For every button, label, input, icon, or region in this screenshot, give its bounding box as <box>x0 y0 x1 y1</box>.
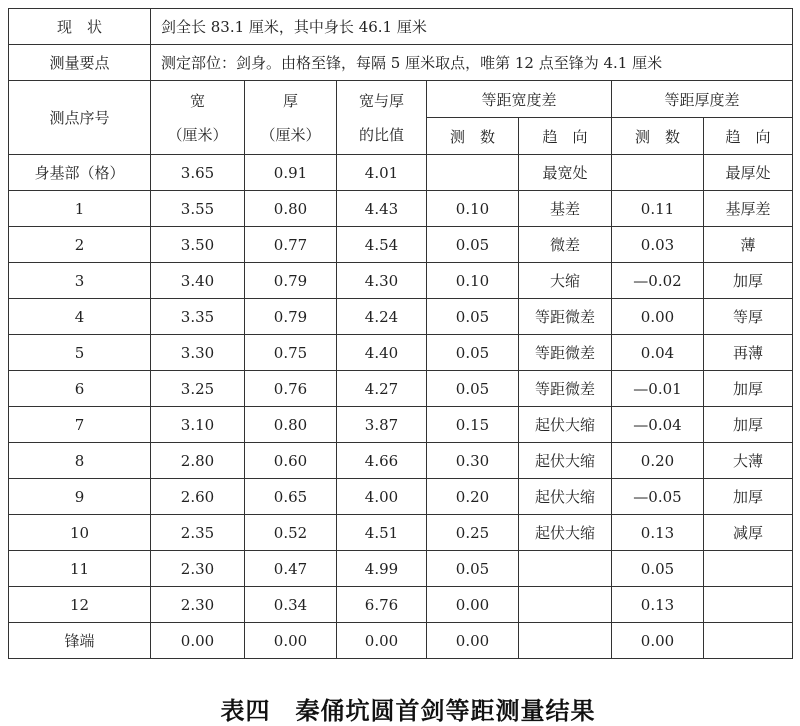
cell-point: 11 <box>9 551 151 587</box>
method-value: 测定部位：剑身。由格至锋，每隔 5 厘米取点，唯第 12 点至锋为 4.1 厘米 <box>151 45 793 81</box>
cell-thickness: 0.80 <box>245 191 337 227</box>
cell-ratio: 4.54 <box>337 227 427 263</box>
cell-width-trend: 等距微差 <box>519 371 612 407</box>
cell-ratio: 3.87 <box>337 407 427 443</box>
cell-thickness-trend: 减厚 <box>704 515 793 551</box>
cell-point: 7 <box>9 407 151 443</box>
header-width-line1: 宽 <box>189 91 205 110</box>
cell-width-trend: 起伏大缩 <box>519 515 612 551</box>
cell-width-measure: 0.10 <box>427 191 519 227</box>
cell-width-trend: 起伏大缩 <box>519 407 612 443</box>
cell-thickness-trend <box>704 587 793 623</box>
status-label: 现 状 <box>9 9 151 45</box>
header-thickness-line1: 厚 <box>282 91 298 110</box>
cell-thickness-measure: —0.05 <box>612 479 704 515</box>
method-row <box>9 45 793 81</box>
cell-thickness-measure: —0.02 <box>612 263 704 299</box>
cell-thickness-measure: 0.11 <box>612 191 704 227</box>
cell-ratio: 4.51 <box>337 515 427 551</box>
table-row <box>9 587 793 623</box>
header-thickness-measure: 测 数 <box>612 118 704 155</box>
cell-thickness-trend: 基厚差 <box>704 191 793 227</box>
cell-ratio: 4.24 <box>337 299 427 335</box>
cell-point: 5 <box>9 335 151 371</box>
cell-width: 3.50 <box>151 227 245 263</box>
cell-width-trend: 起伏大缩 <box>519 479 612 515</box>
cell-thickness: 0.52 <box>245 515 337 551</box>
cell-thickness-measure: 0.00 <box>612 299 704 335</box>
cell-width: 3.55 <box>151 191 245 227</box>
status-value: 剑全长 83.1 厘米，其中身长 46.1 厘米 <box>151 9 793 45</box>
header-thickness-trend: 趋 向 <box>704 118 793 155</box>
table-row <box>9 227 793 263</box>
cell-width-measure: 0.05 <box>427 551 519 587</box>
cell-thickness-trend: 加厚 <box>704 263 793 299</box>
header-width <box>151 81 245 155</box>
cell-thickness-measure: —0.04 <box>612 407 704 443</box>
cell-thickness: 0.00 <box>245 623 337 659</box>
cell-width-measure <box>427 155 519 191</box>
cell-width-trend: 等距微差 <box>519 299 612 335</box>
header-ratio <box>337 81 427 155</box>
cell-width: 3.10 <box>151 407 245 443</box>
cell-point: 2 <box>9 227 151 263</box>
cell-thickness: 0.47 <box>245 551 337 587</box>
cell-width-trend: 微差 <box>519 227 612 263</box>
cell-thickness-trend: 大薄 <box>704 443 793 479</box>
table-row <box>9 263 793 299</box>
table-row <box>9 515 793 551</box>
cell-thickness-trend: 加厚 <box>704 479 793 515</box>
header-row-1 <box>9 81 793 118</box>
header-ratio-line1: 宽与厚 <box>358 91 404 110</box>
cell-width-trend: 大缩 <box>519 263 612 299</box>
cell-width: 2.80 <box>151 443 245 479</box>
cell-thickness: 0.75 <box>245 335 337 371</box>
header-thickness-line2: （厘米） <box>260 125 321 144</box>
table-row <box>9 623 793 659</box>
cell-point: 身基部（格） <box>9 155 151 191</box>
cell-thickness-measure: 0.00 <box>612 623 704 659</box>
cell-width: 3.40 <box>151 263 245 299</box>
cell-thickness-trend: 最厚处 <box>704 155 793 191</box>
cell-width: 2.60 <box>151 479 245 515</box>
table-caption: 表四 秦俑坑圆首剑等距测量结果 <box>220 697 596 725</box>
cell-width: 3.65 <box>151 155 245 191</box>
cell-ratio: 4.30 <box>337 263 427 299</box>
cell-thickness-trend: 加厚 <box>704 407 793 443</box>
cell-width-trend <box>519 551 612 587</box>
table-row <box>9 371 793 407</box>
cell-ratio: 4.00 <box>337 479 427 515</box>
cell-width: 3.35 <box>151 299 245 335</box>
header-width-measure: 测 数 <box>427 118 519 155</box>
header-width-trend: 趋 向 <box>519 118 612 155</box>
cell-width-measure: 0.00 <box>427 623 519 659</box>
cell-thickness-measure: 0.13 <box>612 515 704 551</box>
cell-thickness: 0.79 <box>245 263 337 299</box>
cell-ratio: 6.76 <box>337 587 427 623</box>
cell-width-measure: 0.05 <box>427 227 519 263</box>
table-row <box>9 299 793 335</box>
cell-thickness-measure: 0.13 <box>612 587 704 623</box>
table-row <box>9 155 793 191</box>
cell-width-measure: 0.00 <box>427 587 519 623</box>
cell-point: 1 <box>9 191 151 227</box>
cell-thickness: 0.76 <box>245 371 337 407</box>
cell-width-measure: 0.05 <box>427 371 519 407</box>
cell-width: 2.35 <box>151 515 245 551</box>
cell-thickness-trend: 薄 <box>704 227 793 263</box>
header-width-line2: （厘米） <box>167 125 228 144</box>
cell-point: 6 <box>9 371 151 407</box>
cell-width: 3.30 <box>151 335 245 371</box>
cell-ratio: 4.27 <box>337 371 427 407</box>
table-row <box>9 191 793 227</box>
cell-thickness: 0.80 <box>245 407 337 443</box>
cell-point: 锋端 <box>9 623 151 659</box>
cell-point: 4 <box>9 299 151 335</box>
cell-width: 2.30 <box>151 587 245 623</box>
header-point: 测点序号 <box>9 81 151 155</box>
cell-ratio: 0.00 <box>337 623 427 659</box>
cell-width-measure: 0.05 <box>427 335 519 371</box>
cell-width-measure: 0.30 <box>427 443 519 479</box>
cell-thickness-trend: 再薄 <box>704 335 793 371</box>
cell-point: 8 <box>9 443 151 479</box>
cell-width-trend: 起伏大缩 <box>519 443 612 479</box>
cell-ratio: 4.43 <box>337 191 427 227</box>
cell-thickness-measure: 0.05 <box>612 551 704 587</box>
cell-width: 0.00 <box>151 623 245 659</box>
header-thickness <box>245 81 337 155</box>
cell-ratio: 4.66 <box>337 443 427 479</box>
cell-thickness-measure: 0.03 <box>612 227 704 263</box>
cell-width-trend <box>519 587 612 623</box>
header-thickness-diff: 等距厚度差 <box>612 81 793 118</box>
table-row <box>9 551 793 587</box>
cell-thickness: 0.79 <box>245 299 337 335</box>
cell-thickness: 0.77 <box>245 227 337 263</box>
table-row <box>9 335 793 371</box>
document-page <box>8 8 792 725</box>
cell-point: 3 <box>9 263 151 299</box>
cell-point: 9 <box>9 479 151 515</box>
cell-ratio: 4.01 <box>337 155 427 191</box>
cell-width-measure: 0.20 <box>427 479 519 515</box>
cell-thickness-trend <box>704 623 793 659</box>
cell-ratio: 4.99 <box>337 551 427 587</box>
cell-width: 3.25 <box>151 371 245 407</box>
cell-thickness: 0.60 <box>245 443 337 479</box>
cell-thickness: 0.65 <box>245 479 337 515</box>
cell-thickness-measure: 0.20 <box>612 443 704 479</box>
cell-width-measure: 0.10 <box>427 263 519 299</box>
table-row <box>9 443 793 479</box>
cell-point: 10 <box>9 515 151 551</box>
table-row <box>9 479 793 515</box>
cell-width-measure: 0.15 <box>427 407 519 443</box>
cell-thickness-trend <box>704 551 793 587</box>
table-body <box>9 155 793 659</box>
cell-thickness: 0.34 <box>245 587 337 623</box>
cell-width-trend: 最宽处 <box>519 155 612 191</box>
cell-thickness-trend: 等厚 <box>704 299 793 335</box>
cell-thickness-measure: 0.04 <box>612 335 704 371</box>
status-row <box>9 9 793 45</box>
cell-point: 12 <box>9 587 151 623</box>
cell-width-measure: 0.25 <box>427 515 519 551</box>
measurement-table <box>8 8 793 659</box>
cell-width: 2.30 <box>151 551 245 587</box>
cell-width-measure: 0.05 <box>427 299 519 335</box>
cell-thickness-measure: —0.01 <box>612 371 704 407</box>
cell-width-trend: 等距微差 <box>519 335 612 371</box>
cell-thickness: 0.91 <box>245 155 337 191</box>
cell-width-trend <box>519 623 612 659</box>
table-row <box>9 407 793 443</box>
cell-thickness-trend: 加厚 <box>704 371 793 407</box>
cell-width-trend: 基差 <box>519 191 612 227</box>
method-label: 测量要点 <box>9 45 151 81</box>
header-ratio-line2: 的比值 <box>358 125 404 144</box>
header-width-diff: 等距宽度差 <box>427 81 612 118</box>
cell-ratio: 4.40 <box>337 335 427 371</box>
cell-thickness-measure <box>612 155 704 191</box>
